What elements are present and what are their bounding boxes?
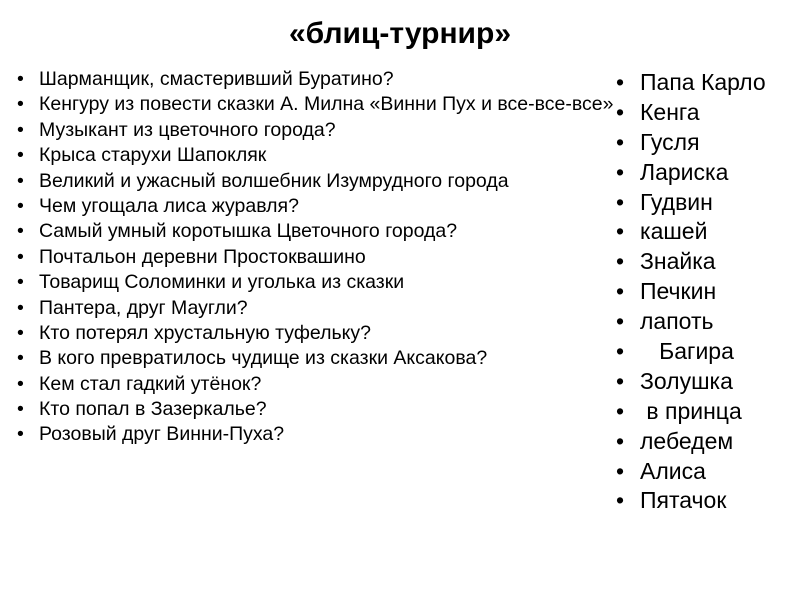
question-item: • Чем угощала лиса журавля?	[39, 195, 619, 218]
answer-item: • Багира	[640, 339, 800, 364]
question-item: • Кенгуру из повести сказки А. Милна «Винни Пух и все-все-все»	[39, 93, 619, 116]
answer-item: • в принца	[640, 399, 800, 424]
answer-item: • Папа Карло	[640, 70, 800, 95]
answer-item: • Алиса	[640, 459, 800, 484]
answer-item: • Гудвин	[640, 190, 800, 215]
question-item: • Пантера, друг Маугли?	[39, 297, 619, 320]
question-item: • Великий и ужасный волшебник Изумрудного города	[39, 170, 619, 193]
question-item: • Шарманщик, смастеривший Буратино?	[39, 68, 619, 91]
question-item: • Кто потерял хрустальную туфельку?	[39, 322, 619, 345]
answer-item: • кашей	[640, 219, 800, 244]
answers-list	[640, 70, 800, 518]
answer-item: • Пятачок	[640, 488, 800, 513]
question-item: • Почтальон деревни Простоквашино	[39, 246, 619, 269]
answer-item: • Знайка	[640, 249, 800, 274]
question-item: • Розовый друг Винни-Пуха?	[39, 423, 619, 446]
answer-item: • лебедем	[640, 429, 800, 454]
question-item: • Музыкант из цветочного города?	[39, 119, 619, 142]
question-item: • Крыса старухи Шапокляк	[39, 144, 619, 167]
questions-list	[39, 68, 619, 449]
answer-item: • лапоть	[640, 309, 800, 334]
answer-item: • Печкин	[640, 279, 800, 304]
question-item: • В кого превратилось чудище из сказки Аксакова?	[39, 347, 619, 370]
question-item: • Кем стал гадкий утёнок?	[39, 373, 619, 396]
question-item: • Товарищ Соломинки и уголька из сказки	[39, 271, 619, 294]
answer-item: • Лариска	[640, 160, 800, 185]
answer-item: • Золушка	[640, 369, 800, 394]
answer-item: • Кенга	[640, 100, 800, 125]
question-item: • Самый умный коротышка Цветочного города?	[39, 220, 619, 243]
answer-item: • Гусля	[640, 130, 800, 155]
question-item: • Кто попал в Зазеркалье?	[39, 398, 619, 421]
page-title: «блиц-турнир»	[288, 17, 512, 50]
